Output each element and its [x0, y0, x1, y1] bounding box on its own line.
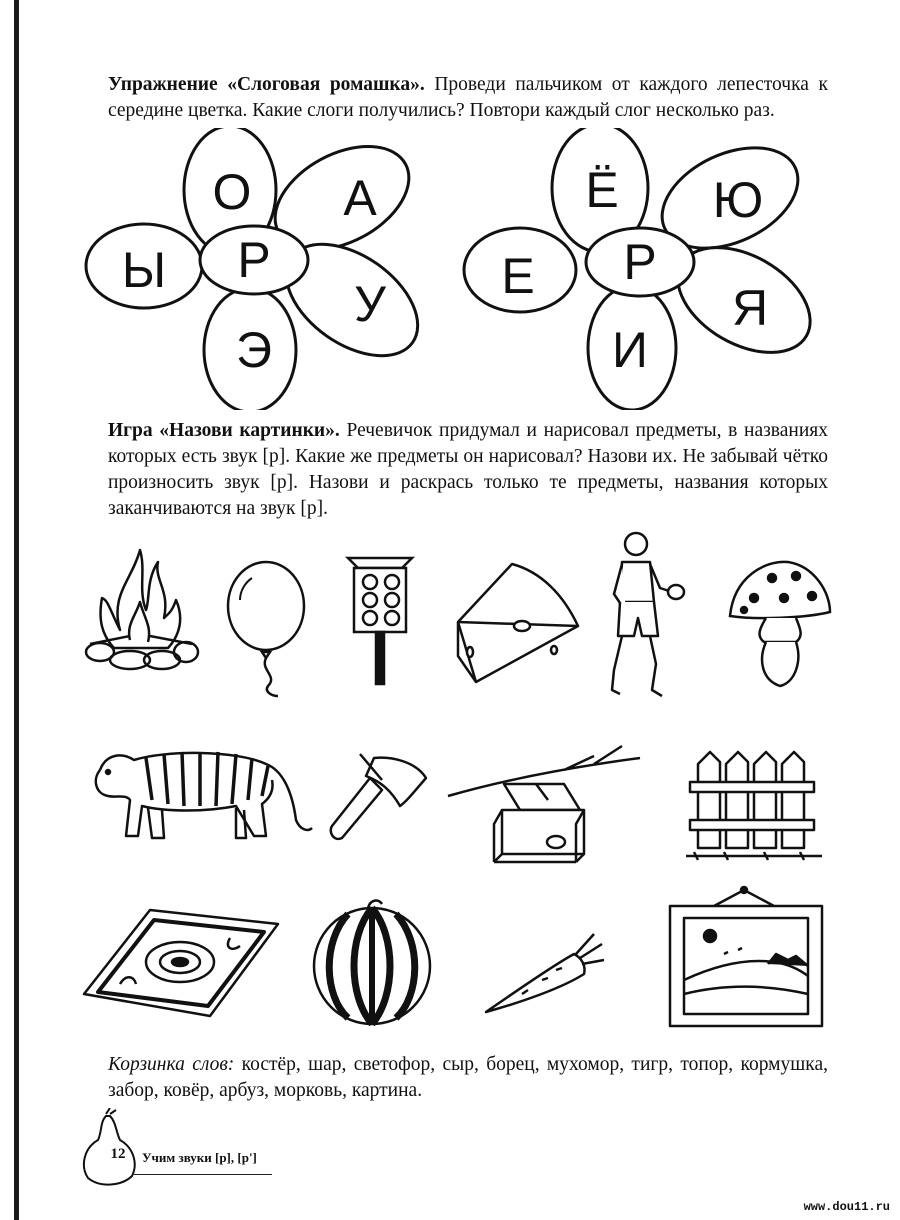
- petal-letter: Е: [501, 248, 535, 304]
- site-watermark: www.dou11.ru: [803, 1200, 890, 1214]
- footer-title: Учим звуки [р], [р']: [142, 1150, 257, 1165]
- petal-letter: Ё: [585, 162, 619, 218]
- exercise-text: Проведи пальчиком от каждого лепесточка к середине цветка. Какие слоги получились? Повтори каждый слог несколько раз.: [108, 74, 828, 121]
- carrot-icon: [482, 932, 606, 1016]
- picture-carrot[interactable]: [482, 932, 606, 1016]
- page-spine-border: [14, 0, 19, 1220]
- framed-picture-icon: [664, 884, 828, 1030]
- bird-feeder-icon: [444, 740, 644, 870]
- petal-letter: А: [343, 170, 377, 226]
- game-text: Речевичок придумал и нарисовал предметы, в названиях которых есть звук [р]. Какие же предметы он нарисовал? Назови их. Не забывай чётко произносить звук [р]. Назови и раскрась только те предметы, названия которых заканчиваются на звук [р].: [108, 420, 829, 519]
- picture-cheese[interactable]: [452, 556, 582, 686]
- balloon-icon: [218, 560, 318, 700]
- campfire-icon: [80, 540, 200, 680]
- exercise-syllable-daisy-instructions: [108, 72, 828, 124]
- picture-toadstool[interactable]: [726, 556, 836, 696]
- petal-letter: И: [612, 322, 648, 378]
- picture-traffic-light[interactable]: [340, 548, 420, 688]
- boxer-icon: [598, 530, 688, 702]
- page-footer: [70, 1108, 300, 1188]
- fence-icon: [684, 748, 824, 866]
- cheese-icon: [452, 556, 582, 686]
- toadstool-icon: [726, 556, 836, 696]
- carpet-icon: [80, 904, 280, 1020]
- petal-letter: О: [212, 164, 252, 220]
- picture-tiger[interactable]: [86, 740, 316, 850]
- daisy-center-letter: Р: [237, 232, 271, 288]
- syllable-daisy-2: [460, 128, 820, 410]
- petal-letter: Ю: [712, 172, 764, 228]
- picture-fence[interactable]: [684, 748, 824, 866]
- petal-letter: Я: [731, 280, 769, 336]
- picture-axe[interactable]: [322, 752, 432, 852]
- picture-watermelon[interactable]: [308, 896, 436, 1026]
- page-number: 12: [110, 1146, 126, 1162]
- watermelon-icon: [308, 896, 436, 1026]
- word-basket-words: костёр, шар, светофор, сыр, борец, мухомор, тигр, топор, кормушка, забор, ковёр, арбуз, морковь, картина.: [108, 1054, 828, 1101]
- tiger-icon: [86, 740, 316, 850]
- axe-icon: [322, 752, 432, 852]
- game-name-pictures-instructions: [108, 418, 828, 522]
- picture-carpet[interactable]: [80, 904, 280, 1020]
- petal-letter: Ы: [121, 242, 167, 298]
- picture-boxer[interactable]: [598, 530, 688, 702]
- daisy-center-letter: Р: [623, 234, 657, 290]
- traffic-light-icon: [340, 548, 420, 688]
- game-title: Игра «Назови картинки».: [108, 420, 340, 441]
- petal-letter: У: [354, 276, 386, 332]
- picture-campfire[interactable]: [80, 540, 200, 680]
- syllable-daisy-1: [82, 128, 442, 410]
- picture-framed-painting[interactable]: [664, 884, 828, 1030]
- petal-letter: Э: [236, 322, 272, 378]
- exercise-title: Упражнение «Слоговая ромашка».: [108, 74, 425, 95]
- word-basket: [108, 1052, 828, 1104]
- footer-rule: [134, 1174, 272, 1175]
- picture-balloon[interactable]: [218, 560, 318, 700]
- word-basket-label: Корзинка слов:: [108, 1054, 235, 1075]
- picture-bird-feeder[interactable]: [444, 740, 644, 870]
